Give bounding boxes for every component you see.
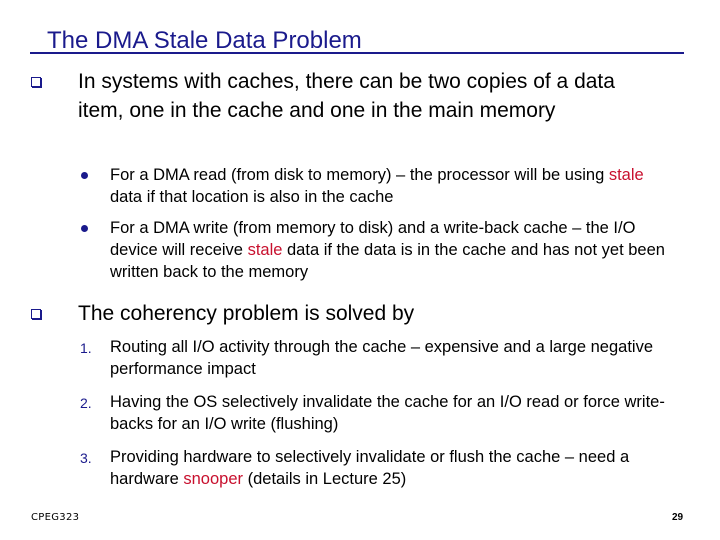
- list-number: 3.: [80, 450, 92, 466]
- sub-bullet-text: For a DMA write (from memory to disk) and a write-back cache – the I/O device will receive stale data if the data is in the cache and has not yet been written back to the memory: [110, 219, 665, 281]
- title-underline: [30, 52, 684, 54]
- stale-highlight: stale: [247, 241, 283, 259]
- square-bullet-icon: [31, 309, 41, 319]
- snooper-highlight: snooper: [183, 470, 244, 488]
- bullet-text: In systems with caches, there can be two copies of a data item, one in the cache and one in the main memory: [78, 70, 615, 122]
- sub-bullet-text: For a DMA read (from disk to memory) – the processor will be using stale data if that location is also in the cache: [110, 166, 644, 206]
- numbered-item-text: Providing hardware to selectively invalidate or flush the cache – need a hardware snooper (details in Lecture 25): [110, 448, 630, 488]
- round-bullet-icon: [81, 172, 88, 179]
- list-number: 2.: [80, 395, 92, 411]
- slide-title: The DMA Stale Data Problem: [47, 27, 362, 54]
- course-label: CPEG323: [31, 512, 80, 523]
- list-number: 1.: [80, 340, 92, 356]
- page-number: 29: [672, 512, 684, 523]
- bullet-text: The coherency problem is solved by: [78, 302, 415, 325]
- stale-highlight: stale: [608, 166, 644, 184]
- numbered-item-text: Routing all I/O activity through the cache – expensive and a large negative performance impact: [110, 338, 654, 378]
- numbered-item-text: Having the OS selectively invalidate the cache for an I/O read or force write-backs for an I/O write (flushing): [110, 393, 665, 433]
- square-bullet-icon: [31, 77, 41, 87]
- round-bullet-icon: [81, 225, 88, 232]
